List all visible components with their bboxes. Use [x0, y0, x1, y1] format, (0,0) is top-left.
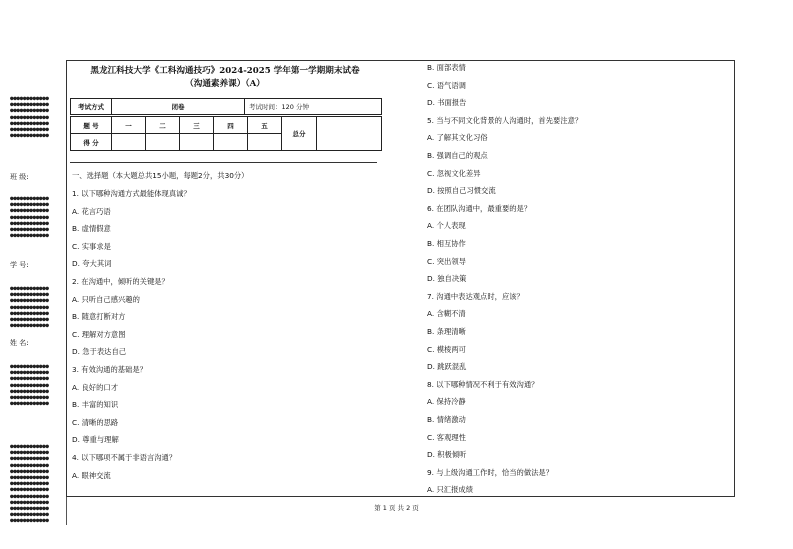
answer-option: A. 眼神交流 — [72, 470, 111, 480]
binding-dot-row: ●●●●●●●●●●●● — [10, 487, 49, 493]
answer-option: B. 强调自己的观点 — [427, 151, 488, 160]
binding-dot-row: ●●●●●●●●●●●● — [10, 499, 49, 505]
question-number-label: 题 号 — [71, 117, 112, 134]
answer-option: A. 了解其文化习俗 — [427, 133, 488, 143]
answer-option: C. 突出领导 — [427, 256, 466, 266]
answer-option: C. 语气语调 — [427, 80, 466, 90]
binding-dot-row: ●●●●●●●●●●●● — [10, 233, 49, 239]
binding-dot-row: ●●●●●●●●●●●● — [10, 127, 49, 132]
binding-dot-row: ●●●●●●●●●●●● — [10, 364, 49, 369]
student-id-label: 学 号: — [10, 261, 29, 269]
binding-dot-row: ●●●●●●●●●●●● — [10, 481, 49, 487]
exam-info-table — [70, 98, 382, 115]
mode-label: 考试方式 — [71, 99, 112, 115]
answer-option: C. 忽视文化差异 — [427, 168, 481, 178]
binding-dot-row: ●●●●●●●●●●●● — [10, 382, 49, 388]
question-text: 1. 以下哪种沟通方式最能体现真诚？ — [72, 189, 191, 198]
answer-option: A. 个人表现 — [427, 221, 466, 231]
score-cell-4[interactable] — [214, 134, 248, 151]
binding-dot-row: ●●●●●●●●●●●● — [10, 286, 49, 291]
col-5: 五 — [248, 117, 282, 134]
binding-dot-row: ●●●●●●●●●●●● — [10, 401, 49, 407]
binding-dot-row: ●●●●●●●●●●●● — [10, 468, 49, 474]
binding-dot-row: ●●●●●●●●●●●● — [10, 506, 49, 511]
score-cell-2[interactable] — [146, 134, 180, 151]
score-cell-5[interactable] — [248, 134, 282, 151]
binding-dot-row: ●●●●●●●●●●●● — [10, 227, 49, 232]
question-text: 7. 沟通中表达观点时，应该？ — [427, 291, 524, 301]
answer-option: B. 情绪激动 — [427, 415, 466, 424]
score-table — [70, 116, 382, 151]
answer-option: C. 模棱两可 — [427, 344, 466, 354]
answer-option: A. 含糊不清 — [427, 309, 466, 319]
class-label: 班 级: — [10, 173, 29, 181]
answer-option: B. 相互协作 — [427, 239, 466, 248]
binding-dot-row: ●●●●●●●●●●●● — [10, 317, 49, 322]
binding-dot-row: ●●●●●●●●●●●● — [10, 196, 49, 201]
answer-option: C. 清晰的思路 — [72, 417, 119, 427]
answer-option: A. 只听自己感兴趣的 — [72, 294, 140, 304]
mode-value: 闭卷 — [112, 99, 245, 115]
exam-title: 黑龙江科技大学《工科沟通技巧》2024-2025 学年第一学期期末试卷 — [90, 66, 360, 76]
answer-option: D. 按照自己习惯交流 — [427, 186, 496, 196]
col-4: 四 — [214, 117, 248, 134]
answer-option: C. 客观理性 — [427, 432, 466, 442]
question-text: 2. 在沟通中，倾听的关键是？ — [72, 277, 169, 286]
binding-dot-row: ●●●●●●●●●●●● — [10, 512, 49, 518]
answer-option: D. 积极倾听 — [427, 450, 467, 460]
answer-option: D. 急于表达自己 — [72, 347, 127, 357]
time-text: 考试时间：120 分钟 — [245, 99, 382, 115]
answer-option: D. 夸大其词 — [72, 259, 112, 269]
score-row-label: 得 分 — [71, 134, 112, 151]
binding-dot-row: ●●●●●●●●●●●● — [10, 292, 49, 298]
question-text: 8. 以下哪种情况不利于有效沟通？ — [427, 379, 539, 389]
answer-option: B. 随意打断对方 — [72, 312, 126, 322]
binding-dot-row: ●●●●●●●●●●●● — [10, 370, 49, 376]
binding-dot-row: ●●●●●●●●●●●● — [10, 214, 49, 220]
answer-option: C. 理解对方意图 — [72, 329, 126, 339]
binding-dot-row: ●●●●●●●●●●●● — [10, 298, 49, 304]
answer-option: B. 面部表情 — [427, 63, 466, 72]
answer-option: A. 良好的口才 — [72, 382, 118, 392]
question-text: 6. 在团队沟通中，最重要的是？ — [427, 203, 532, 213]
col-1: 一 — [112, 117, 146, 134]
question-text: 9. 与上级沟通工作时，恰当的做法是？ — [427, 467, 554, 477]
question-text: 3. 有效沟通的基础是？ — [72, 365, 147, 374]
name-label: 姓 名: — [10, 339, 29, 347]
answer-option: B. 丰富的知识 — [72, 400, 119, 410]
binding-dot-row: ●●●●●●●●●●●● — [10, 208, 49, 214]
answer-option: D. 尊重与理解 — [72, 435, 119, 445]
answer-option: B. 虚情假意 — [72, 224, 111, 234]
answer-option: A. 保持冷静 — [427, 397, 466, 407]
binding-dot-row: ●●●●●●●●●●●● — [10, 120, 49, 126]
section-divider — [70, 162, 377, 163]
answer-option: D. 独自决策 — [427, 274, 467, 284]
question-text: 5. 当与不同文化背景的人沟通时，首先要注意？ — [427, 115, 583, 125]
answer-option: A. 只汇报成绩 — [427, 485, 473, 495]
page-footer: 第 1 页 共 2 页 — [374, 504, 419, 512]
binding-dot-row: ●●●●●●●●●●●● — [10, 388, 49, 394]
binding-dot-row: ●●●●●●●●●●●● — [10, 304, 49, 310]
binding-dot-row: ●●●●●●●●●●●● — [10, 475, 49, 480]
binding-dot-row: ●●●●●●●●●●●● — [10, 220, 49, 226]
binding-dot-row: ●●●●●●●●●●●● — [10, 450, 49, 456]
binding-dot-row: ●●●●●●●●●●●● — [10, 444, 49, 449]
answer-option: A. 花言巧语 — [72, 206, 111, 216]
binding-dot-row: ●●●●●●●●●●●● — [10, 202, 49, 208]
score-cell-1[interactable] — [112, 134, 146, 151]
binding-dot-row: ●●●●●●●●●●●● — [10, 96, 49, 101]
col-3: 三 — [180, 117, 214, 134]
total-label: 总分 — [282, 117, 317, 151]
binding-dot-row: ●●●●●●●●●●●● — [10, 114, 49, 120]
binding-dot-row: ●●●●●●●●●●●● — [10, 108, 49, 114]
total-score-cell[interactable] — [317, 117, 382, 151]
answer-option: D. 跳跃混乱 — [427, 362, 467, 372]
binding-dot-row: ●●●●●●●●●●●● — [10, 133, 49, 139]
binding-dot-row: ●●●●●●●●●●●● — [10, 395, 49, 400]
binding-dot-row: ●●●●●●●●●●●● — [10, 456, 49, 462]
binding-dot-row: ●●●●●●●●●●●● — [10, 310, 49, 316]
binding-dot-row: ●●●●●●●●●●●● — [10, 102, 49, 108]
exam-subtitle: （沟通素养课）（A） — [185, 79, 265, 89]
section-heading: 一、选择题（本大题总共15小题，每题2分，共30分） — [72, 171, 249, 180]
binding-dot-row: ●●●●●●●●●●●● — [10, 323, 49, 329]
question-text: 4. 以下哪项不属于非语言沟通？ — [72, 453, 177, 462]
binding-dot-row: ●●●●●●●●●●●● — [10, 493, 49, 499]
binding-dot-row: ●●●●●●●●●●●● — [10, 462, 49, 468]
col-2: 二 — [146, 117, 180, 134]
answer-option: C. 实事求是 — [72, 241, 111, 251]
binding-dot-row: ●●●●●●●●●●●● — [10, 518, 49, 524]
score-cell-3[interactable] — [180, 134, 214, 151]
binding-dot-row: ●●●●●●●●●●●● — [10, 376, 49, 382]
answer-option: D. 书面报告 — [427, 98, 467, 108]
answer-option: B. 条理清晰 — [427, 327, 466, 336]
